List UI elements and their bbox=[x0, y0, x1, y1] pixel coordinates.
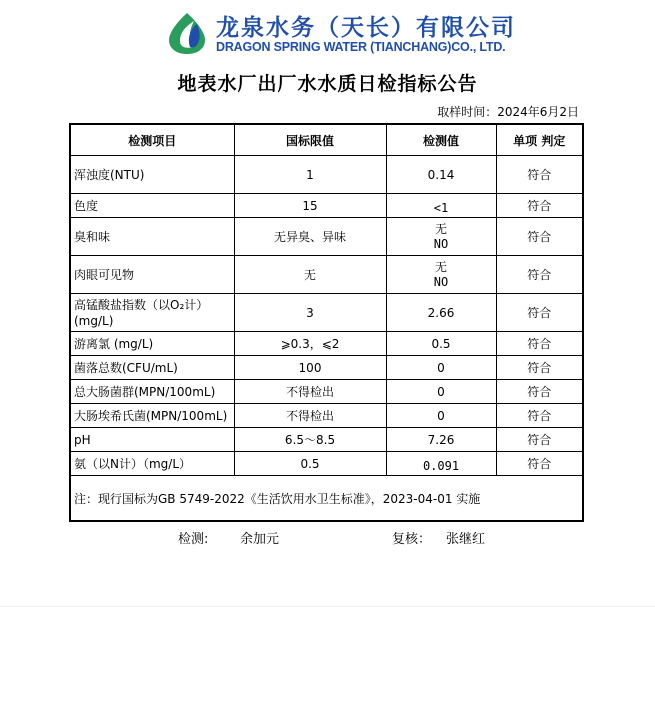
row-item: 总大肠菌群(MPN/100mL) bbox=[70, 380, 234, 404]
row-value: 0 bbox=[386, 356, 496, 380]
reviewer-name: 张继红 bbox=[446, 532, 486, 547]
row-item: 色度 bbox=[70, 194, 234, 218]
row-result: 符合 bbox=[496, 256, 583, 294]
row-item: 氨（以N计）（mg/L） bbox=[70, 452, 234, 476]
row-limit: 6.5～8.5 bbox=[234, 428, 386, 452]
table-row bbox=[70, 156, 583, 194]
table-row bbox=[70, 452, 583, 476]
row-item: 游离氯 (mg/L) bbox=[70, 332, 234, 356]
row-limit: 不得检出 bbox=[234, 380, 386, 404]
row-limit: 1 bbox=[234, 156, 386, 194]
row-value: 2.66 bbox=[386, 294, 496, 332]
table-row bbox=[70, 404, 583, 428]
row-result: 符合 bbox=[496, 194, 583, 218]
row-value: 7.26 bbox=[386, 428, 496, 452]
row-result: 符合 bbox=[496, 404, 583, 428]
company-name-en: DRAGON SPRING WATER (TIANCHANG)CO., LTD. bbox=[216, 40, 506, 54]
table-row bbox=[70, 256, 583, 294]
row-value: 无 bbox=[434, 221, 447, 236]
company-logo bbox=[166, 9, 516, 59]
row-item: 高锰酸盐指数（以O₂计）(mg/L) bbox=[70, 294, 234, 332]
row-result: 符合 bbox=[496, 452, 583, 476]
row-value-en: NO bbox=[433, 236, 449, 251]
row-limit: 不得检出 bbox=[234, 404, 386, 428]
reviewer-label: 复核： bbox=[392, 532, 432, 547]
row-value: 0.14 bbox=[386, 156, 496, 194]
row-value: 无 bbox=[434, 259, 447, 274]
company-name-cn: 龙泉水务（天长）有限公司 bbox=[216, 14, 516, 41]
row-item: 浑浊度(NTU) bbox=[70, 156, 234, 194]
row-limit: 无 bbox=[234, 256, 386, 294]
table-header-row bbox=[70, 124, 583, 156]
table-row bbox=[70, 218, 583, 256]
row-value-cell bbox=[386, 256, 496, 294]
row-value: 0 bbox=[386, 404, 496, 428]
row-result: 符合 bbox=[496, 428, 583, 452]
header-item: 检测项目 bbox=[70, 124, 234, 156]
row-limit: 0.5 bbox=[234, 452, 386, 476]
row-item: pH bbox=[70, 428, 234, 452]
tester-name: 余加元 bbox=[240, 532, 280, 547]
row-value-en: NO bbox=[433, 274, 449, 289]
tester-label: 检测: bbox=[178, 532, 209, 547]
table-row bbox=[70, 428, 583, 452]
page-title: 地表水厂出厂水水质日检指标公告 bbox=[177, 73, 478, 95]
row-item: 肉眼可见物 bbox=[70, 256, 234, 294]
row-value: 0 bbox=[386, 380, 496, 404]
row-limit: 15 bbox=[234, 194, 386, 218]
row-result: 符合 bbox=[496, 218, 583, 256]
row-result: 符合 bbox=[496, 380, 583, 404]
water-drop-logo-icon bbox=[166, 11, 208, 55]
row-limit: ⩾0.3，⩽2 bbox=[234, 332, 386, 356]
row-limit: 100 bbox=[234, 356, 386, 380]
table-row bbox=[70, 380, 583, 404]
standard-note: 注：现行国标为GB 5749-2022《生活饮用水卫生标准》，2023-04-01 实施 bbox=[70, 476, 583, 522]
row-value-cell bbox=[386, 218, 496, 256]
row-item: 菌落总数(CFU/mL) bbox=[70, 356, 234, 380]
header-value: 检测值 bbox=[386, 124, 496, 156]
row-result: 符合 bbox=[496, 294, 583, 332]
table-row bbox=[70, 194, 583, 218]
water-quality-table bbox=[69, 123, 584, 522]
row-result: 符合 bbox=[496, 356, 583, 380]
table-note-row bbox=[70, 476, 583, 522]
header-limit: 国标限值 bbox=[234, 124, 386, 156]
row-limit: 无异臭、异味 bbox=[234, 218, 386, 256]
table-row bbox=[70, 294, 583, 332]
sampling-time: 取样时间：2024年6月2日 bbox=[437, 105, 579, 119]
row-value: 0.5 bbox=[386, 332, 496, 356]
row-item: 大肠埃希氏菌(MPN/100mL) bbox=[70, 404, 234, 428]
row-result: 符合 bbox=[496, 156, 583, 194]
table-row bbox=[70, 356, 583, 380]
row-result: 符合 bbox=[496, 332, 583, 356]
row-value: <1 bbox=[386, 194, 496, 218]
row-value: 0.091 bbox=[386, 452, 496, 476]
header-result: 单项 判定 bbox=[496, 124, 583, 156]
row-item: 臭和味 bbox=[70, 218, 234, 256]
row-limit: 3 bbox=[234, 294, 386, 332]
table-row bbox=[70, 332, 583, 356]
